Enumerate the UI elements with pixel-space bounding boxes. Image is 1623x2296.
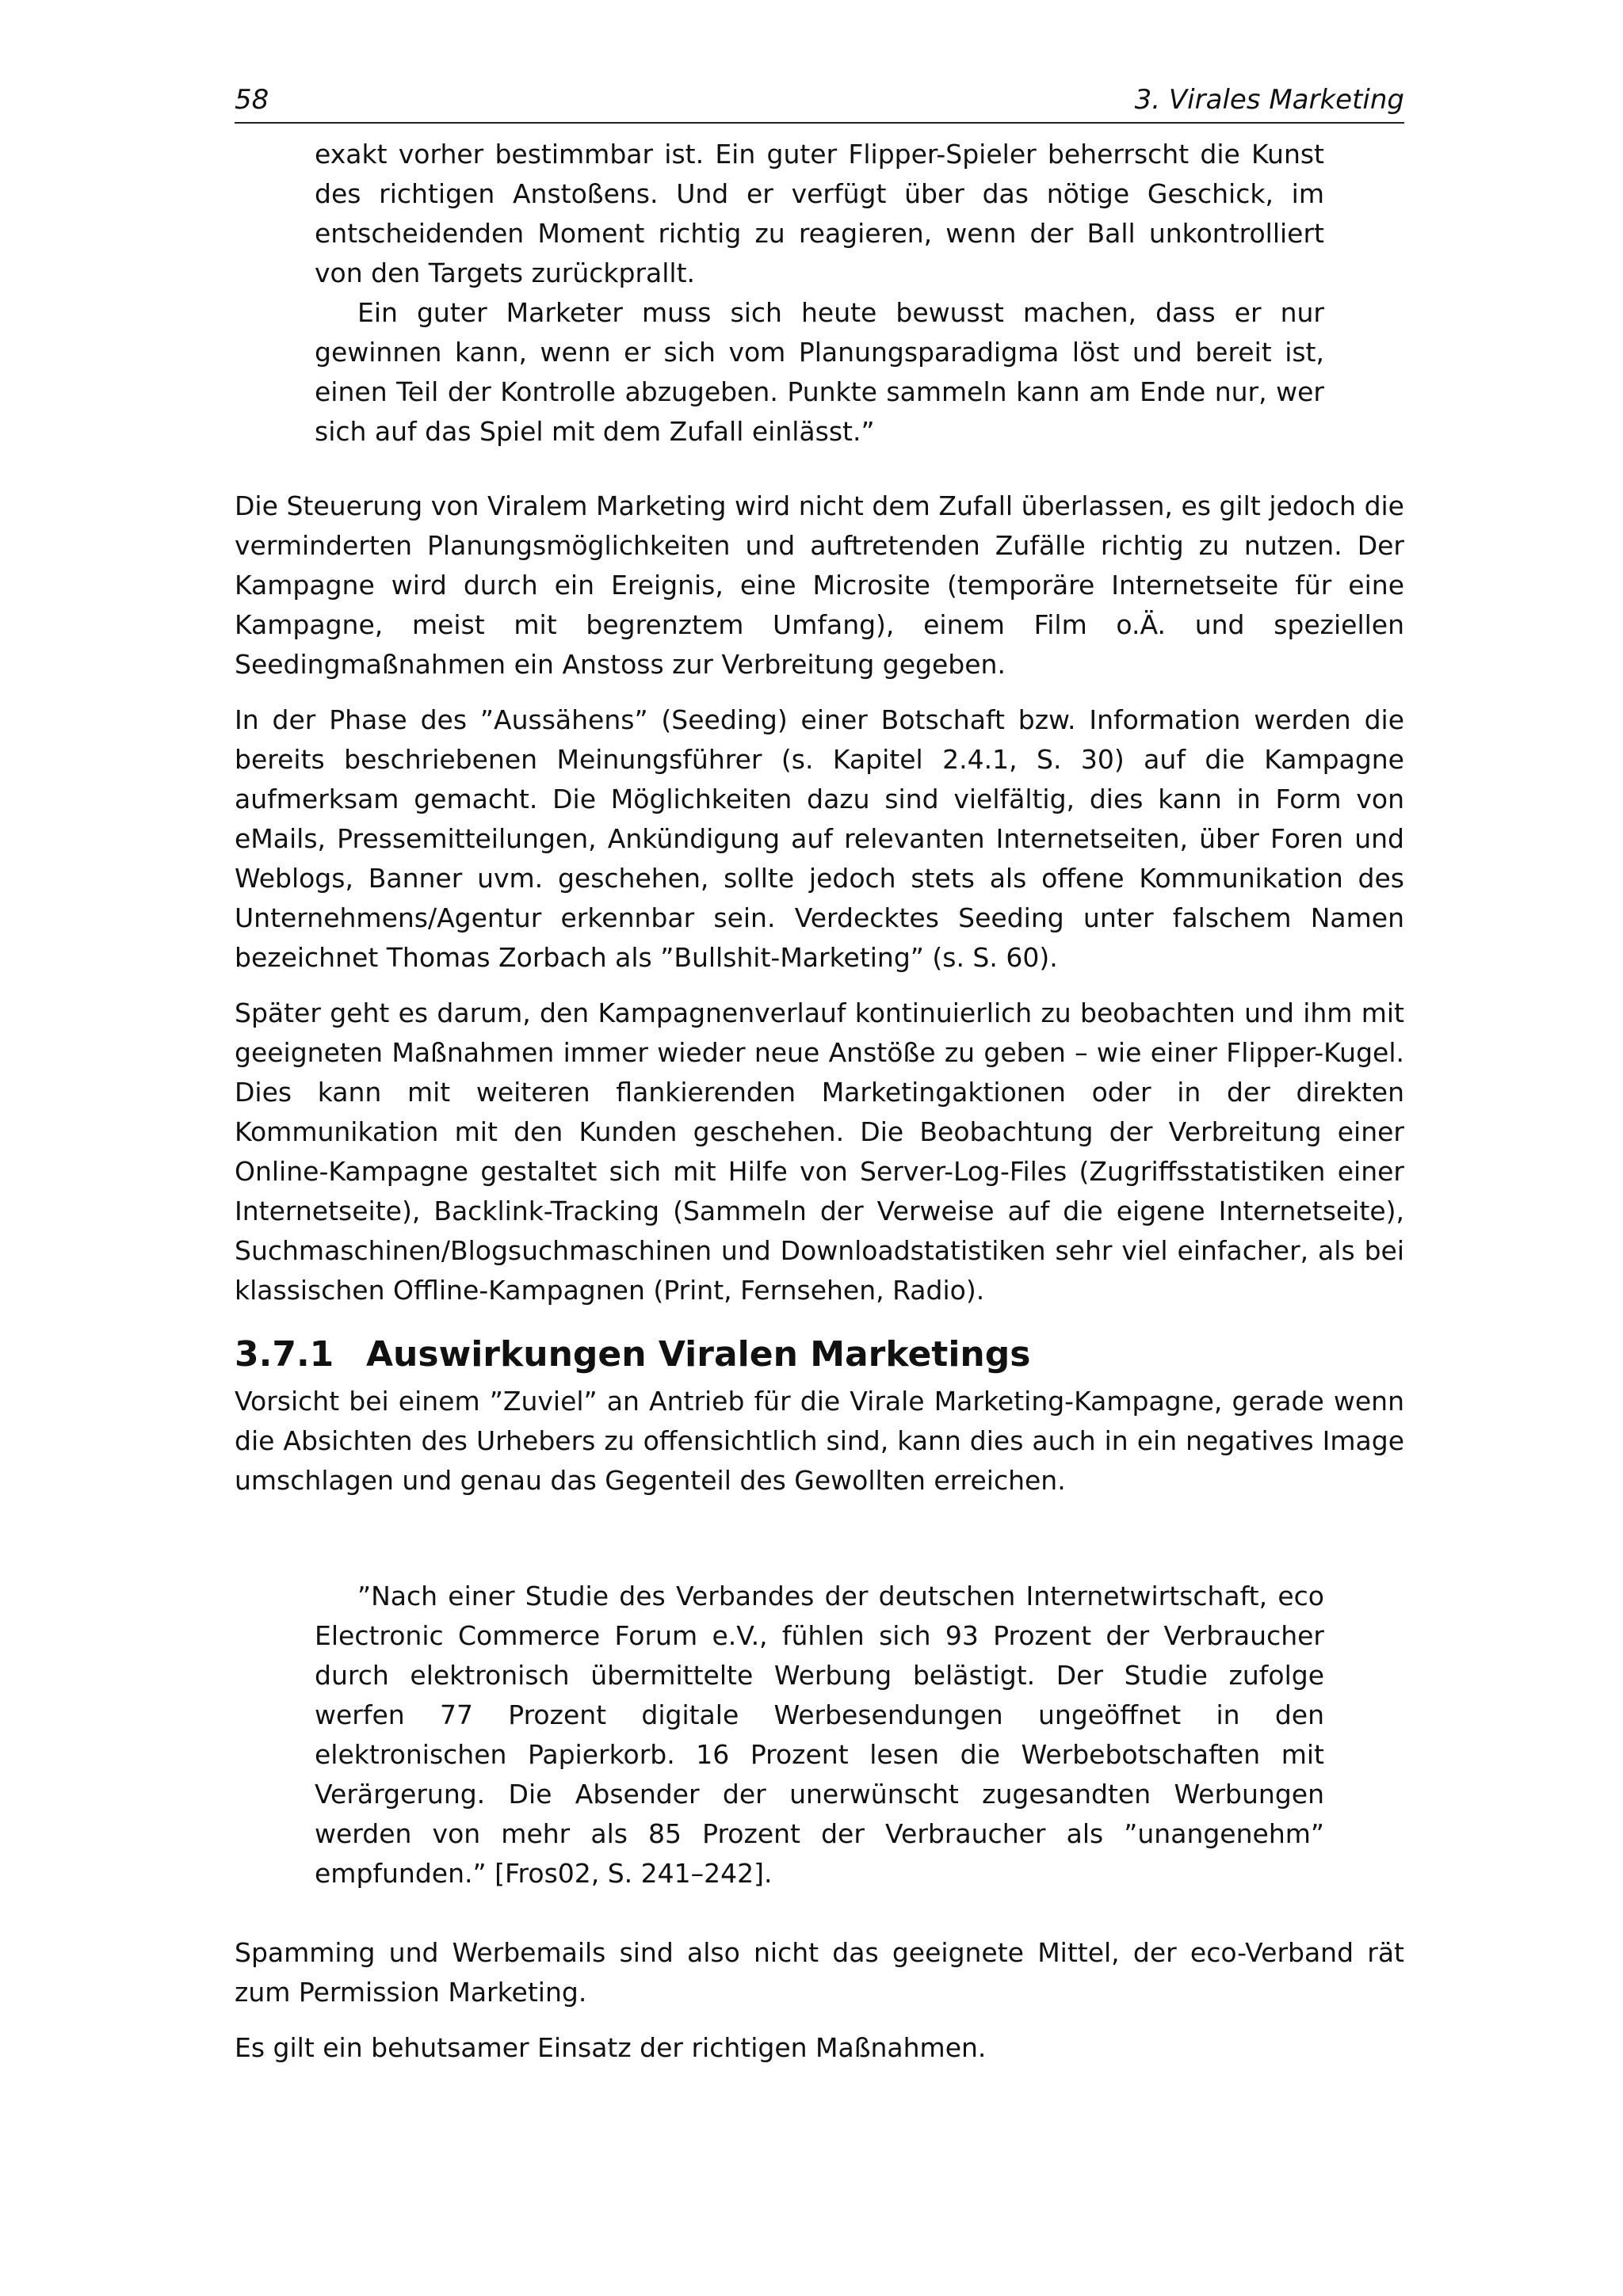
body-paragraph: Die Steuerung von Viralem Marketing wird nicht dem Zufall überlassen, es gilt jedoch die verminderten Planungsmöglichkeiten und auftretenden Zufälle richtig zu nutzen. Der Kampagne wird durch ein Ereignis, eine Microsite (temporäre Internetseite für eine Kampagne, meist mit begrenztem Umfang), einem Film o.Ä. und speziellen Seedingmaßnahmen ein Anstoss zur Verbreitung gegeben. [235, 490, 1404, 680]
quote-block-top [315, 135, 1324, 452]
running-header [235, 82, 1404, 124]
page-number: 58 [235, 84, 269, 116]
quote-paragraph: Ein guter Marketer muss sich heute bewusst machen, dass er nur gewinnen kann, wenn er sich vom Planungsparadigma löst und bereit ist, einen Teil der Kontrolle abzugeben. Punkte sammeln kann am Ende nur, wer sich auf das Spiel mit dem Zufall einlässt.” [315, 297, 1324, 447]
quote-paragraph: ”Nach einer Studie des Verbandes der deutschen Internetwirtschaft, eco Electronic Commerce Forum e.V., fühlen sich 93 Prozent der Verbraucher durch elektronisch übermittelte Werbung belästigt. Der Studie zufolge werfen 77 Prozent digitale Werbesendungen ungeöffnet in den elektronischen Papierkorb. 16 Prozent lesen die Werbebotschaften mit Verärgerung. Die Absender der unerwünscht zugesandten Werbungen werden von mehr als 85 Prozent der Verbraucher als ”unangenehm” empfunden.” [Fros02, S. 241–242]. [315, 1581, 1324, 1889]
section-title: Auswirkungen Viralen Marketings [366, 1334, 1031, 1375]
document-page [235, 82, 1404, 2068]
section-number: 3.7.1 [235, 1334, 334, 1375]
quote-block-bottom [315, 1577, 1324, 1894]
body-paragraph: In der Phase des ”Aussähens” (Seeding) einer Botschaft bzw. Information werden die bereits beschriebenen Meinungsführer (s. Kapitel 2.4.1, S. 30) auf die Kampagne aufmerksam gemacht. Die Möglichkeiten dazu sind vielfältig, dies kann in Form von eMails, Pressemitteilungen, Ankündigung auf relevanten Internetseiten, über Foren und Weblogs, Banner uvm. geschehen, sollte jedoch stets als offene Kommunikation des Unternehmens/Agentur erkennbar sein. Verdecktes Seeding unter falschem Namen bezeichnet Thomas Zorbach als ”Bullshit-Marketing” (s. S. 60). [235, 704, 1404, 973]
chapter-title: 3. Virales Marketing [1134, 84, 1404, 116]
body-paragraph: Vorsicht bei einem ”Zuviel” an Antrieb für die Virale Marketing-Kampagne, gerade wenn die Absichten des Urhebers zu offensichtlich sind, kann dies auch in ein negatives Image umschlagen und genau das Gegenteil des Gewollten erreichen. [235, 1386, 1404, 1496]
body-paragraph: Später geht es darum, den Kampagnenverlauf kontinuierlich zu beobachten und ihm mit geeigneten Maßnahmen immer wieder neue Anstöße zu geben – wie einer Flipper-Kugel. Dies kann mit weiteren flankierenden Marketingaktionen oder in der direkten Kommunikation mit den Kunden geschehen. Die Beobachtung der Verbreitung einer Online-Kampagne gestaltet sich mit Hilfe von Server-Log-Files (Zugriffsstatistiken einer Internetseite), Backlink-Tracking (Sammeln der Verweise auf die eigene Internetseite), Suchmaschinen/Blogsuchmaschinen und Downloadstatistiken sehr viel einfacher, als bei klassischen Offline-Kampagnen (Print, Fernsehen, Radio). [235, 997, 1404, 1306]
quote-paragraph: exakt vorher bestimmbar ist. Ein guter Flipper-Spieler beherrscht die Kunst des richtigen Anstoßens. Und er verfügt über das nötige Geschick, im entscheidenden Moment richtig zu reagieren, wenn der Ball unkontrolliert von den Targets zurückprallt. [315, 139, 1324, 288]
body-paragraph: Es gilt ein behutsamer Einsatz der richtigen Maßnahmen. [235, 2032, 987, 2063]
body-paragraph: Spamming und Werbemails sind also nicht das geeignete Mittel, der eco-Verband rät zum Permission Marketing. [235, 1937, 1404, 2008]
section-heading [235, 1331, 1404, 1379]
